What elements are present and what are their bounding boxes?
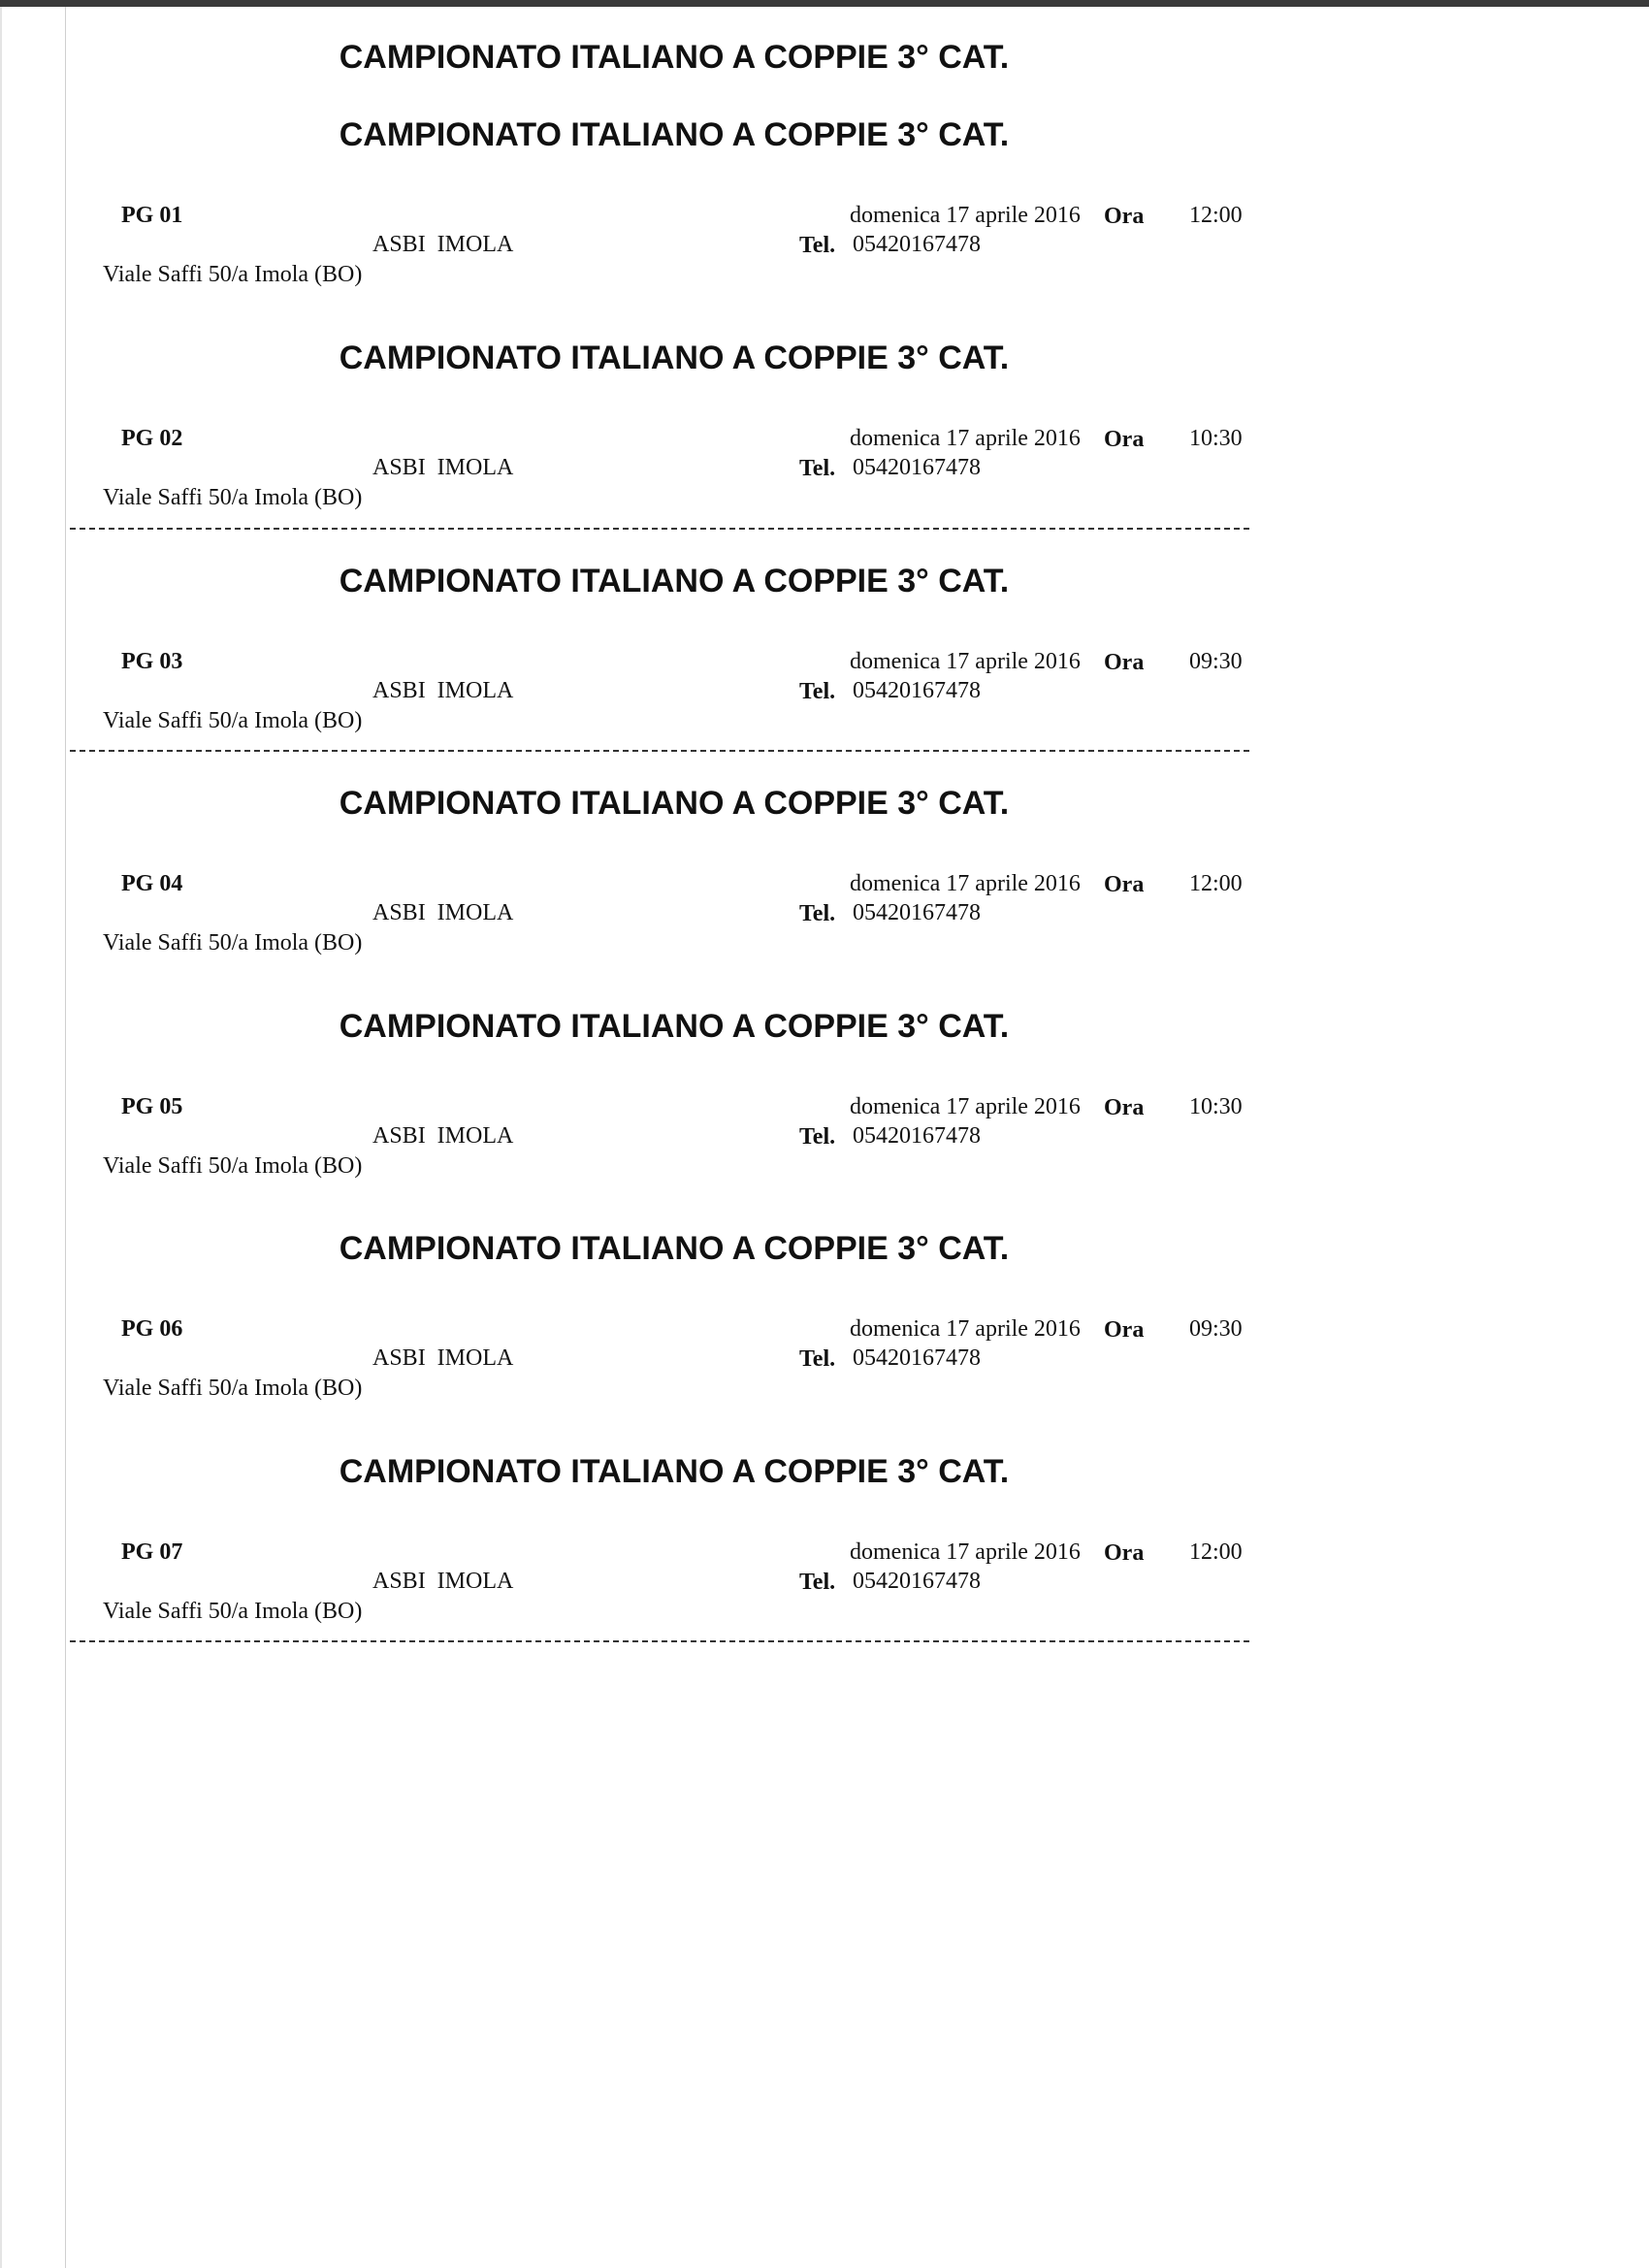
entry-phone: 05420167478 bbox=[853, 1123, 981, 1149]
entry-address: Viale Saffi 50/a Imola (BO) bbox=[103, 708, 363, 733]
entry-title: CAMPIONATO ITALIANO A COPPIE 3° CAT. bbox=[339, 340, 1010, 376]
entry-title: CAMPIONATO ITALIANO A COPPIE 3° CAT. bbox=[339, 116, 1010, 153]
time-label: Ora bbox=[1104, 204, 1145, 229]
phone-label: Tel. bbox=[799, 1570, 836, 1595]
time-label: Ora bbox=[1104, 650, 1145, 675]
entry-title: CAMPIONATO ITALIANO A COPPIE 3° CAT. bbox=[339, 563, 1010, 599]
time-label: Ora bbox=[1104, 427, 1145, 452]
entry-phone: 05420167478 bbox=[853, 678, 981, 703]
entry-title: CAMPIONATO ITALIANO A COPPIE 3° CAT. bbox=[339, 1453, 1010, 1490]
entry-club: ASBI IMOLA bbox=[372, 1123, 514, 1149]
entry-address: Viale Saffi 50/a Imola (BO) bbox=[103, 485, 363, 510]
entry-phone: 05420167478 bbox=[853, 1569, 981, 1594]
time-label: Ora bbox=[1104, 1540, 1145, 1566]
entry-title: CAMPIONATO ITALIANO A COPPIE 3° CAT. bbox=[339, 1230, 1010, 1267]
entry-title: CAMPIONATO ITALIANO A COPPIE 3° CAT. bbox=[339, 785, 1010, 822]
entry-code: PG 05 bbox=[121, 1094, 183, 1119]
schedule-entry bbox=[0, 1453, 1649, 1676]
schedule-entry bbox=[0, 563, 1649, 786]
entry-time: 09:30 bbox=[1189, 1316, 1243, 1342]
entry-club: ASBI IMOLA bbox=[372, 455, 514, 480]
time-label: Ora bbox=[1104, 1317, 1145, 1343]
entry-code: PG 01 bbox=[121, 203, 183, 228]
phone-label: Tel. bbox=[799, 679, 836, 704]
entry-time: 12:00 bbox=[1189, 1539, 1243, 1565]
phone-label: Tel. bbox=[799, 233, 836, 258]
entry-date: domenica 17 aprile 2016 bbox=[850, 1539, 1081, 1565]
time-label: Ora bbox=[1104, 1095, 1145, 1120]
entry-address: Viale Saffi 50/a Imola (BO) bbox=[103, 930, 363, 956]
entry-code: PG 03 bbox=[121, 649, 183, 674]
phone-label: Tel. bbox=[799, 901, 836, 926]
entry-time: 10:30 bbox=[1189, 426, 1243, 451]
entry-address: Viale Saffi 50/a Imola (BO) bbox=[103, 1376, 363, 1401]
schedule-entry bbox=[0, 785, 1649, 1008]
entry-code: PG 04 bbox=[121, 871, 183, 896]
entry-date: domenica 17 aprile 2016 bbox=[850, 649, 1081, 674]
entry-title: CAMPIONATO ITALIANO A COPPIE 3° CAT. bbox=[339, 1008, 1010, 1045]
schedule-entry bbox=[0, 1230, 1649, 1453]
entry-club: ASBI IMOLA bbox=[372, 1345, 514, 1371]
entry-club: ASBI IMOLA bbox=[372, 900, 514, 925]
phone-label: Tel. bbox=[799, 1346, 836, 1372]
page-header bbox=[0, 39, 1348, 77]
entry-address: Viale Saffi 50/a Imola (BO) bbox=[103, 1599, 363, 1624]
entry-phone: 05420167478 bbox=[853, 232, 981, 257]
scan-edge-top bbox=[0, 0, 1649, 7]
cut-line bbox=[70, 528, 1249, 530]
entry-phone: 05420167478 bbox=[853, 900, 981, 925]
phone-label: Tel. bbox=[799, 1124, 836, 1150]
cut-line bbox=[70, 1640, 1249, 1642]
entry-date: domenica 17 aprile 2016 bbox=[850, 203, 1081, 228]
schedule-entry bbox=[0, 116, 1649, 340]
entry-address: Viale Saffi 50/a Imola (BO) bbox=[103, 262, 363, 287]
entry-code: PG 02 bbox=[121, 426, 183, 451]
entry-code: PG 06 bbox=[121, 1316, 183, 1342]
entry-address: Viale Saffi 50/a Imola (BO) bbox=[103, 1153, 363, 1179]
schedule-entry bbox=[0, 340, 1649, 563]
page-title: CAMPIONATO ITALIANO A COPPIE 3° CAT. bbox=[339, 39, 1010, 76]
entry-date: domenica 17 aprile 2016 bbox=[850, 1094, 1081, 1119]
phone-label: Tel. bbox=[799, 456, 836, 481]
time-label: Ora bbox=[1104, 872, 1145, 897]
entry-time: 09:30 bbox=[1189, 649, 1243, 674]
entry-time: 12:00 bbox=[1189, 871, 1243, 896]
entry-phone: 05420167478 bbox=[853, 1345, 981, 1371]
entry-time: 12:00 bbox=[1189, 203, 1243, 228]
entry-club: ASBI IMOLA bbox=[372, 678, 514, 703]
schedule-entry bbox=[0, 1008, 1649, 1231]
entry-code: PG 07 bbox=[121, 1539, 183, 1565]
entry-date: domenica 17 aprile 2016 bbox=[850, 1316, 1081, 1342]
entry-time: 10:30 bbox=[1189, 1094, 1243, 1119]
entry-date: domenica 17 aprile 2016 bbox=[850, 426, 1081, 451]
entry-date: domenica 17 aprile 2016 bbox=[850, 871, 1081, 896]
entry-club: ASBI IMOLA bbox=[372, 1569, 514, 1594]
entry-phone: 05420167478 bbox=[853, 455, 981, 480]
cut-line bbox=[70, 750, 1249, 752]
entry-club: ASBI IMOLA bbox=[372, 232, 514, 257]
